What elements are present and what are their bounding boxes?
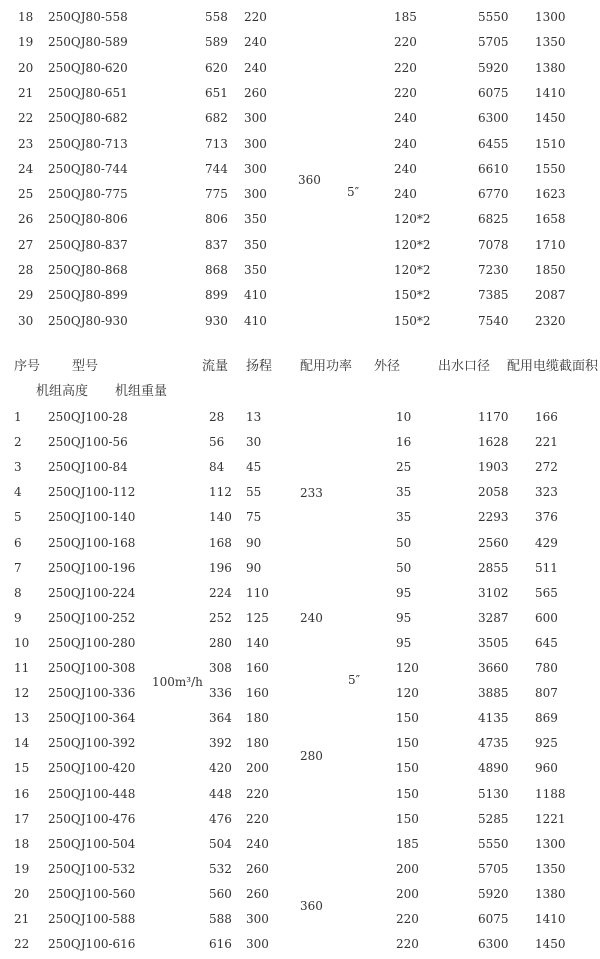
row-weight: 166 <box>535 410 558 424</box>
table2-power-280: 280 <box>300 749 323 763</box>
header-flow: 流量 <box>202 359 229 374</box>
row-weight: 1380 <box>535 886 566 901</box>
table2-power-360: 360 <box>300 899 323 913</box>
row-cable: 50 <box>396 560 412 575</box>
row-no: 24 <box>18 161 34 176</box>
row-model: 250QJ100-84 <box>48 460 128 475</box>
row-flow: 589 <box>205 35 228 50</box>
row-cable: 25 <box>396 460 412 475</box>
row-cable: 120*2 <box>394 237 431 252</box>
row-weight: 1510 <box>535 136 566 151</box>
row-model: 250QJ80-558 <box>48 10 128 24</box>
row-no: 15 <box>14 761 30 776</box>
row-cable: 200 <box>396 886 419 901</box>
row-head: 140 <box>246 635 269 650</box>
row-flow: 448 <box>209 786 232 801</box>
row-model: 250QJ80-899 <box>48 288 128 303</box>
row-flow: 744 <box>205 161 228 176</box>
row-height: 2855 <box>478 560 509 575</box>
row-weight: 1450 <box>535 111 566 126</box>
row-flow: 651 <box>205 85 228 100</box>
row-no: 22 <box>14 937 30 952</box>
row-weight: 925 <box>535 736 558 751</box>
row-flow: 28 <box>209 410 225 424</box>
row-model: 250QJ100-532 <box>48 861 136 876</box>
row-no: 21 <box>18 85 34 100</box>
table2-power-233: 233 <box>300 486 323 500</box>
row-height: 1903 <box>478 460 509 475</box>
row-head: 75 <box>246 510 262 525</box>
row-head: 110 <box>246 585 269 600</box>
row-cable: 150*2 <box>394 288 431 303</box>
row-height: 6455 <box>478 136 509 151</box>
header-outlet: 出水口径 <box>438 359 491 374</box>
row-model: 250QJ100-560 <box>48 886 136 901</box>
table1-power-merged: 360 <box>298 173 321 187</box>
row-head: 200 <box>246 761 269 776</box>
row-no: 28 <box>18 263 34 277</box>
row-model: 250QJ100-280 <box>48 635 136 650</box>
row-head: 410 <box>244 288 267 303</box>
header-head: 扬程 <box>246 359 273 374</box>
row-flow: 588 <box>209 912 232 926</box>
row-no: 4 <box>14 485 22 500</box>
row-no: 25 <box>18 187 34 202</box>
row-height: 7230 <box>478 263 509 277</box>
row-flow: 56 <box>209 435 225 450</box>
row-cable: 120 <box>396 686 419 701</box>
row-weight: 1410 <box>535 912 566 926</box>
row-model: 250QJ100-588 <box>48 912 136 926</box>
row-weight: 1623 <box>535 187 566 202</box>
row-model: 250QJ100-448 <box>48 786 136 801</box>
row-model: 250QJ80-806 <box>48 212 128 227</box>
row-cable: 220 <box>394 35 417 50</box>
row-no: 1 <box>14 410 22 424</box>
header-no: 序号 <box>14 359 41 374</box>
row-flow: 620 <box>205 60 228 75</box>
row-cable: 16 <box>396 435 412 450</box>
row-no: 7 <box>14 560 22 575</box>
row-height: 1170 <box>478 410 509 424</box>
row-weight: 1658 <box>535 212 566 227</box>
row-model: 250QJ100-28 <box>48 410 128 424</box>
row-cable: 240 <box>394 136 417 151</box>
row-height: 1628 <box>478 435 509 450</box>
row-flow: 837 <box>205 237 228 252</box>
row-model: 250QJ100-140 <box>48 510 136 525</box>
row-head: 350 <box>244 212 267 227</box>
row-weight: 429 <box>535 535 558 550</box>
row-head: 160 <box>246 661 269 675</box>
header-height: 机组高度 <box>36 384 89 399</box>
row-flow: 899 <box>205 288 228 303</box>
row-height: 6300 <box>478 111 509 126</box>
row-cable: 150 <box>396 811 419 826</box>
row-weight: 511 <box>535 560 558 575</box>
row-head: 90 <box>246 560 262 575</box>
row-weight: 1300 <box>535 10 566 24</box>
row-head: 180 <box>246 711 269 726</box>
row-height: 5130 <box>478 786 509 801</box>
row-head: 125 <box>246 610 269 625</box>
row-weight: 1450 <box>535 937 566 952</box>
row-flow: 930 <box>205 313 228 328</box>
row-model: 250QJ100-392 <box>48 736 136 751</box>
row-flow: 252 <box>209 610 232 625</box>
row-weight: 1350 <box>535 861 566 876</box>
row-head: 300 <box>244 161 267 176</box>
row-height: 6825 <box>478 212 509 227</box>
row-model: 250QJ100-364 <box>48 711 136 726</box>
row-model: 250QJ80-868 <box>48 263 128 277</box>
row-cable: 150 <box>396 786 419 801</box>
row-head: 260 <box>246 861 269 876</box>
row-head: 220 <box>246 811 269 826</box>
row-height: 3660 <box>478 661 509 675</box>
row-flow: 112 <box>209 485 232 500</box>
row-no: 6 <box>14 535 22 550</box>
header-model: 型号 <box>72 359 99 374</box>
header-diameter: 外径 <box>374 359 401 374</box>
row-model: 250QJ100-616 <box>48 937 136 952</box>
row-head: 160 <box>246 686 269 701</box>
row-flow: 196 <box>209 560 232 575</box>
row-no: 16 <box>14 786 30 801</box>
row-no: 20 <box>14 886 30 901</box>
row-height: 2560 <box>478 535 509 550</box>
table2-diameter-merged: 5″ <box>348 673 361 687</box>
row-cable: 240 <box>394 187 417 202</box>
row-model: 250QJ100-308 <box>48 661 136 675</box>
row-head: 45 <box>246 460 262 475</box>
row-cable: 35 <box>396 510 412 525</box>
row-model: 250QJ100-168 <box>48 535 136 550</box>
row-weight: 1380 <box>535 60 566 75</box>
row-weight: 780 <box>535 661 558 675</box>
row-cable: 95 <box>396 635 412 650</box>
row-no: 19 <box>18 35 34 50</box>
header-weight: 机组重量 <box>115 384 168 399</box>
row-weight: 600 <box>535 610 558 625</box>
row-no: 20 <box>18 60 34 75</box>
row-cable: 220 <box>396 937 419 952</box>
row-flow: 558 <box>205 10 228 24</box>
row-cable: 240 <box>394 111 417 126</box>
row-weight: 1850 <box>535 263 566 277</box>
row-no: 30 <box>18 313 34 328</box>
row-flow: 392 <box>209 736 232 751</box>
row-head: 350 <box>244 237 267 252</box>
row-model: 250QJ80-837 <box>48 237 128 252</box>
row-no: 21 <box>14 912 30 926</box>
row-height: 7540 <box>478 313 509 328</box>
row-no: 11 <box>14 661 30 675</box>
row-flow: 336 <box>209 686 232 701</box>
row-head: 300 <box>246 912 269 926</box>
row-no: 27 <box>18 237 34 252</box>
row-model: 250QJ80-682 <box>48 111 128 126</box>
row-model: 250QJ80-589 <box>48 35 128 50</box>
row-weight: 565 <box>535 585 558 600</box>
row-flow: 616 <box>209 937 232 952</box>
row-height: 6075 <box>478 912 509 926</box>
row-no: 8 <box>14 585 22 600</box>
row-height: 6300 <box>478 937 509 952</box>
table2-power-240: 240 <box>300 611 323 625</box>
row-weight: 1350 <box>535 35 566 50</box>
row-cable: 220 <box>396 912 419 926</box>
row-cable: 120 <box>396 661 419 675</box>
row-cable: 50 <box>396 535 412 550</box>
row-weight: 1410 <box>535 85 566 100</box>
row-height: 5550 <box>478 836 509 851</box>
row-no: 14 <box>14 736 30 751</box>
row-height: 7385 <box>478 288 509 303</box>
row-no: 10 <box>14 635 30 650</box>
row-model: 250QJ80-651 <box>48 85 128 100</box>
row-no: 22 <box>18 111 34 126</box>
row-no: 29 <box>18 288 34 303</box>
row-flow: 560 <box>209 886 232 901</box>
row-head: 220 <box>244 10 267 24</box>
row-head: 350 <box>244 263 267 277</box>
row-model: 250QJ100-476 <box>48 811 136 826</box>
row-flow: 224 <box>209 585 232 600</box>
row-height: 7078 <box>478 237 509 252</box>
table1-diameter-merged: 5″ <box>347 185 360 199</box>
row-cable: 10 <box>396 410 412 424</box>
row-height: 5920 <box>478 60 509 75</box>
row-no: 5 <box>14 510 22 525</box>
row-height: 5550 <box>478 10 509 24</box>
row-height: 5285 <box>478 811 509 826</box>
row-height: 2293 <box>478 510 509 525</box>
row-height: 3102 <box>478 585 509 600</box>
row-head: 220 <box>246 786 269 801</box>
row-height: 6610 <box>478 161 509 176</box>
row-model: 250QJ100-252 <box>48 610 136 625</box>
row-weight: 221 <box>535 435 558 450</box>
row-flow: 84 <box>209 460 225 475</box>
row-cable: 240 <box>394 161 417 176</box>
row-no: 18 <box>18 10 34 24</box>
row-model: 250QJ80-775 <box>48 187 128 202</box>
row-model: 250QJ80-744 <box>48 161 128 176</box>
row-model: 250QJ100-224 <box>48 585 136 600</box>
row-head: 410 <box>244 313 267 328</box>
row-head: 300 <box>246 937 269 952</box>
row-height: 4890 <box>478 761 509 776</box>
row-weight: 1188 <box>535 786 566 801</box>
row-weight: 960 <box>535 761 558 776</box>
row-flow: 775 <box>205 187 228 202</box>
row-height: 3885 <box>478 686 509 701</box>
row-cable: 220 <box>394 85 417 100</box>
row-weight: 645 <box>535 635 558 650</box>
row-flow: 806 <box>205 212 228 227</box>
row-cable: 150*2 <box>394 313 431 328</box>
row-no: 2 <box>14 435 22 450</box>
row-cable: 200 <box>396 861 419 876</box>
row-flow: 476 <box>209 811 232 826</box>
row-model: 250QJ80-930 <box>48 313 128 328</box>
row-height: 3287 <box>478 610 509 625</box>
row-no: 26 <box>18 212 34 227</box>
row-head: 240 <box>246 836 269 851</box>
row-model: 250QJ80-713 <box>48 136 128 151</box>
row-height: 5705 <box>478 35 509 50</box>
row-head: 300 <box>244 111 267 126</box>
row-weight: 376 <box>535 510 558 525</box>
row-head: 260 <box>244 85 267 100</box>
row-weight: 1710 <box>535 237 566 252</box>
row-cable: 185 <box>394 10 417 24</box>
row-cable: 185 <box>396 836 419 851</box>
row-no: 19 <box>14 861 30 876</box>
row-height: 4135 <box>478 711 509 726</box>
row-no: 23 <box>18 136 34 151</box>
row-no: 17 <box>14 811 30 826</box>
row-cable: 220 <box>394 60 417 75</box>
row-head: 180 <box>246 736 269 751</box>
row-cable: 95 <box>396 610 412 625</box>
row-flow: 682 <box>205 111 228 126</box>
row-flow: 713 <box>205 136 228 151</box>
row-weight: 1550 <box>535 161 566 176</box>
row-cable: 35 <box>396 485 412 500</box>
row-model: 250QJ100-420 <box>48 761 136 776</box>
row-model: 250QJ100-504 <box>48 836 136 851</box>
row-no: 13 <box>14 711 30 726</box>
header-power: 配用功率 <box>300 359 353 374</box>
row-head: 13 <box>246 410 262 424</box>
row-head: 90 <box>246 535 262 550</box>
row-cable: 120*2 <box>394 263 431 277</box>
row-head: 240 <box>244 35 267 50</box>
row-weight: 2087 <box>535 288 566 303</box>
row-no: 3 <box>14 460 22 475</box>
row-flow: 420 <box>209 761 232 776</box>
row-head: 300 <box>244 187 267 202</box>
row-no: 18 <box>14 836 30 851</box>
row-model: 250QJ100-112 <box>48 485 136 500</box>
row-flow: 280 <box>209 635 232 650</box>
row-cable: 150 <box>396 736 419 751</box>
row-head: 30 <box>246 435 262 450</box>
row-cable: 150 <box>396 761 419 776</box>
row-head: 240 <box>244 60 267 75</box>
row-cable: 120*2 <box>394 212 431 227</box>
row-flow: 504 <box>209 836 232 851</box>
row-height: 4735 <box>478 736 509 751</box>
row-flow: 364 <box>209 711 232 726</box>
row-weight: 1300 <box>535 836 566 851</box>
row-no: 9 <box>14 610 22 625</box>
row-model: 250QJ100-336 <box>48 686 136 701</box>
row-weight: 807 <box>535 686 558 701</box>
row-weight: 323 <box>535 485 558 500</box>
row-model: 250QJ100-56 <box>48 435 128 450</box>
row-height: 6770 <box>478 187 509 202</box>
row-weight: 272 <box>535 460 558 475</box>
row-flow: 868 <box>205 263 228 277</box>
row-height: 3505 <box>478 635 509 650</box>
row-weight: 2320 <box>535 313 566 328</box>
row-head: 260 <box>246 886 269 901</box>
row-head: 300 <box>244 136 267 151</box>
row-height: 5920 <box>478 886 509 901</box>
row-flow: 140 <box>209 510 232 525</box>
row-head: 55 <box>246 485 262 500</box>
row-flow: 532 <box>209 861 232 876</box>
table2-rated-flow: 100m³/h <box>152 675 203 689</box>
row-no: 12 <box>14 686 30 701</box>
row-flow: 308 <box>209 661 232 675</box>
row-height: 2058 <box>478 485 509 500</box>
row-weight: 1221 <box>535 811 566 826</box>
row-height: 6075 <box>478 85 509 100</box>
header-cable: 配用电缆截面积 <box>507 359 599 374</box>
row-model: 250QJ80-620 <box>48 60 128 75</box>
row-model: 250QJ100-196 <box>48 560 136 575</box>
row-height: 5705 <box>478 861 509 876</box>
row-flow: 168 <box>209 535 232 550</box>
row-cable: 150 <box>396 711 419 726</box>
row-weight: 869 <box>535 711 558 726</box>
row-cable: 95 <box>396 585 412 600</box>
